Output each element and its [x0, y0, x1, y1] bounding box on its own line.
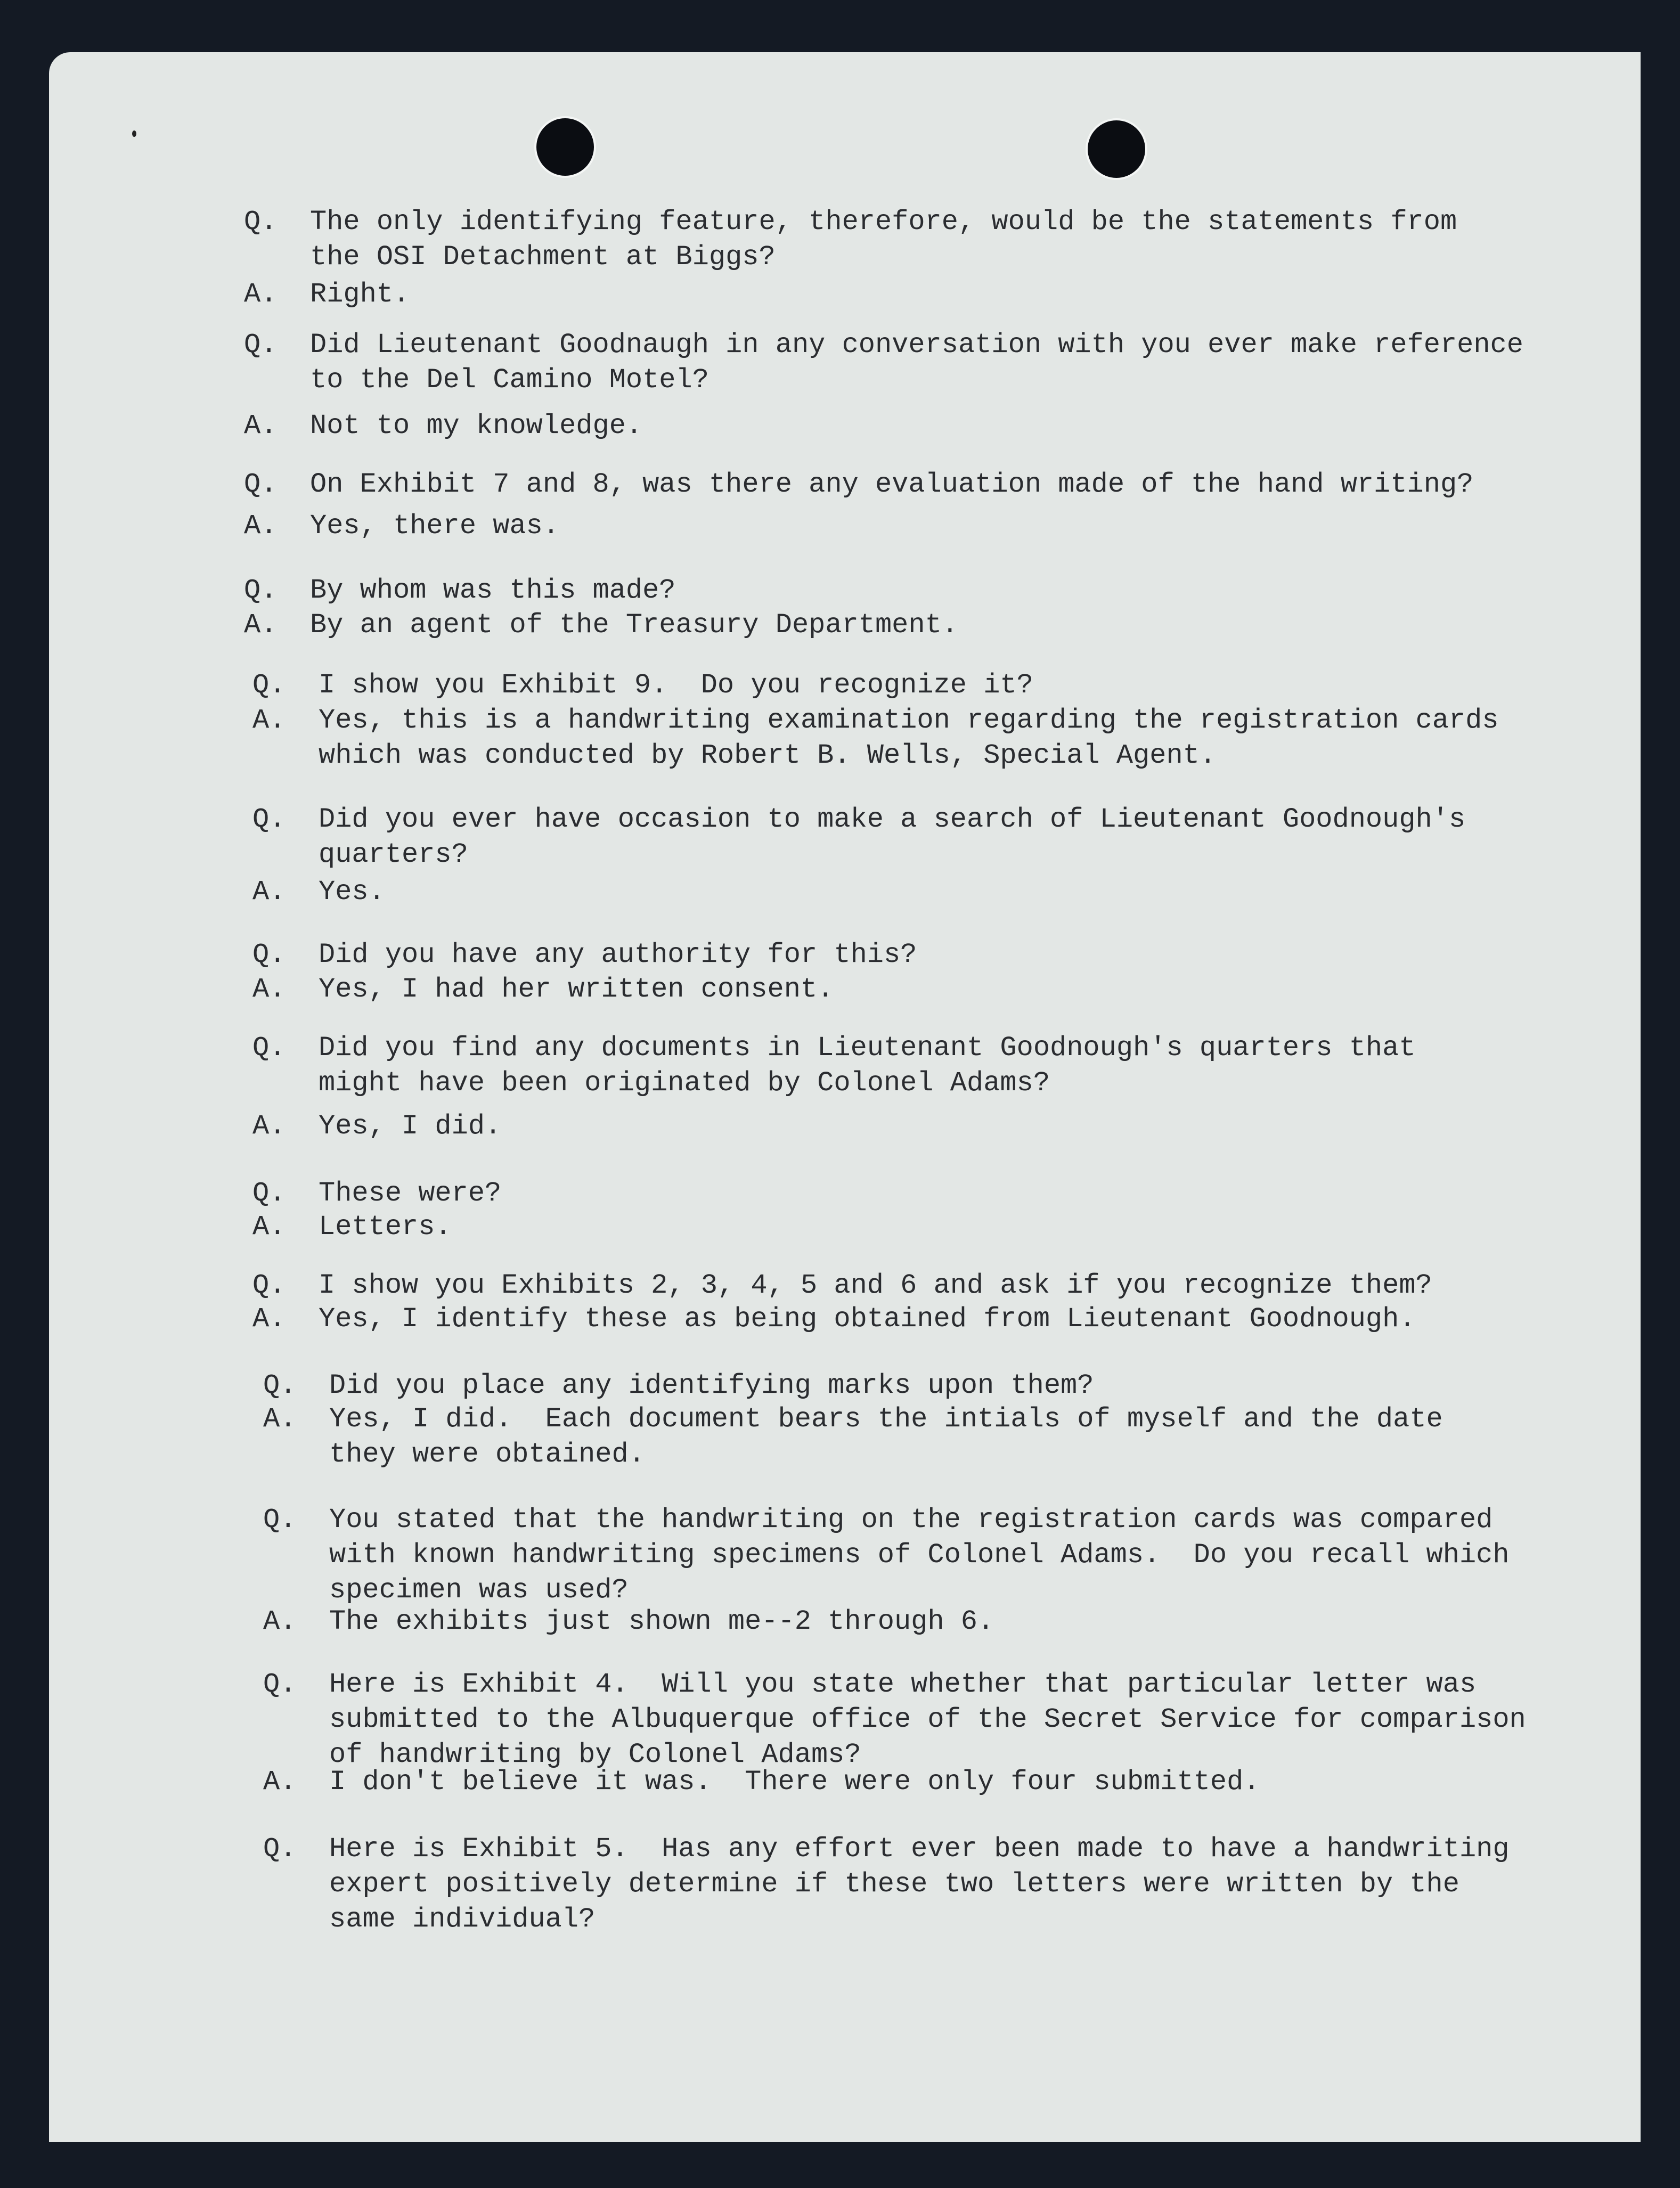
qa-text: Did you ever have occasion to make a search of Lieutenant Goodnough's quarters? [319, 804, 1466, 870]
qa-label: A. [244, 510, 278, 542]
ink-speck [132, 130, 136, 137]
qa-label: A. [252, 1211, 286, 1243]
qa-text: I show you Exhibit 9. Do you recognize it? [319, 670, 1033, 701]
qa-label: Q. [244, 206, 278, 238]
qa-label: Q. [244, 329, 278, 361]
qa-label: Q. [252, 1032, 286, 1064]
qa-text: You stated that the handwriting on the registration cards was compared with known handwriting specimens of Colonel Adams. Do you recall which specimen was used? [329, 1504, 1510, 1606]
qa-label: Q. [263, 1833, 297, 1865]
qa-text: Yes, I did. [319, 1111, 502, 1142]
qa-label: Q. [252, 670, 286, 701]
punch-hole-right [1088, 120, 1145, 178]
qa-text: Did you have any authority for this? [319, 939, 917, 970]
qa-text: The only identifying feature, therefore, would be the statements from the OSI Detachment at Biggs? [310, 206, 1457, 273]
qa-label: A. [252, 1303, 286, 1335]
qa-text: Yes, I had her written consent. [319, 974, 834, 1005]
qa-text: On Exhibit 7 and 8, was there any evaluation made of the hand writing? [310, 469, 1474, 500]
qa-text: By whom was this made? [310, 575, 676, 606]
qa-label: Q. [263, 1504, 297, 1536]
qa-label: A. [263, 1606, 297, 1637]
qa-label: A. [252, 876, 286, 908]
qa-text: Yes. [319, 876, 385, 908]
qa-text: Here is Exhibit 4. Will you state whether that particular letter was submitted to the Albuquerque office of the Secret Service for comparison of handwriting by Colonel Adams? [329, 1669, 1526, 1770]
qa-label: A. [252, 705, 286, 736]
qa-text: Yes, I identify these as being obtained from Lieutenant Goodnough. [319, 1303, 1416, 1335]
qa-label: Q. [244, 575, 278, 606]
qa-label: A. [263, 1403, 297, 1435]
qa-text: Not to my knowledge. [310, 410, 643, 442]
qa-text: I show you Exhibits 2, 3, 4, 5 and 6 and ask if you recognize them? [319, 1270, 1432, 1301]
qa-text: Did Lieutenant Goodnaugh in any conversation with you ever make reference to the Del Camino Motel? [310, 329, 1523, 396]
qa-text: Here is Exhibit 5. Has any effort ever been made to have a handwriting expert positively determine if these two letters were written by the same individual? [329, 1833, 1510, 1935]
qa-label: Q. [252, 939, 286, 970]
qa-label: A. [244, 609, 278, 641]
qa-text: By an agent of the Treasury Department. [310, 609, 958, 641]
qa-text: Right. [310, 279, 410, 310]
qa-text: Yes, I did. Each document bears the intials of myself and the date they were obtained. [329, 1403, 1443, 1470]
qa-label: Q. [252, 1270, 286, 1301]
qa-text: Letters. [319, 1211, 452, 1243]
qa-text: I don't believe it was. There were only four submitted. [329, 1766, 1260, 1798]
qa-label: Q. [244, 469, 278, 500]
qa-label: Q. [252, 804, 286, 835]
qa-label: A. [252, 974, 286, 1005]
qa-text: The exhibits just shown me--2 through 6. [329, 1606, 994, 1637]
qa-text: Did you find any documents in Lieutenant Goodnough's quarters that might have been originated by Colonel Adams? [319, 1032, 1416, 1099]
qa-label: A. [263, 1766, 297, 1798]
qa-label: Q. [263, 1370, 297, 1401]
qa-text: Yes, this is a handwriting examination regarding the registration cards which was conducted by Robert B. Wells, Special Agent. [319, 705, 1499, 771]
qa-text: These were? [319, 1178, 502, 1209]
qa-label: A. [244, 410, 278, 442]
qa-label: Q. [263, 1669, 297, 1700]
punch-hole-left [536, 118, 594, 176]
qa-label: A. [244, 279, 278, 310]
qa-text: Did you place any identifying marks upon them? [329, 1370, 1094, 1401]
qa-label: A. [252, 1111, 286, 1142]
qa-text: Yes, there was. [310, 510, 560, 542]
qa-label: Q. [252, 1178, 286, 1209]
